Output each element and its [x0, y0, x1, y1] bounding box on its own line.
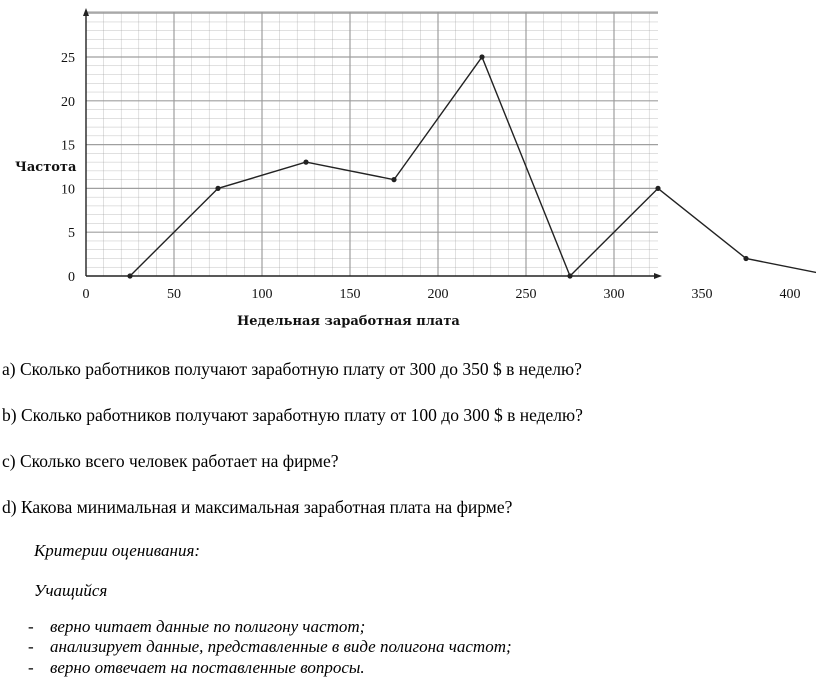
- x-axis-label: Недельная заработная плата: [237, 314, 460, 329]
- criteria-item-text: анализирует данные, представленные в виде полигона частот;: [50, 637, 512, 656]
- x-tick-label: 250: [515, 287, 537, 302]
- frequency-polygon-chart: [0, 0, 816, 340]
- x-tick-label: 50: [167, 287, 181, 302]
- y-tick-label: 0: [68, 270, 75, 285]
- chart-series: [127, 54, 816, 278]
- bullet-dash: -: [28, 637, 34, 656]
- criteria-title: Критерии оценивания:: [34, 541, 201, 560]
- criteria-item-text: верно отвечает на поставленные вопросы.: [50, 658, 365, 677]
- x-tick-label: 200: [427, 287, 449, 302]
- x-tick-label: 100: [251, 287, 273, 302]
- criteria-item: [28, 637, 512, 657]
- question-d: d) Какова минимальная и максимальная заработная плата на фирме?: [2, 497, 513, 517]
- y-tick-label: 5: [68, 226, 75, 242]
- data-point: [127, 273, 132, 278]
- data-point: [303, 160, 308, 165]
- data-point: [743, 256, 748, 261]
- criteria-item: [28, 658, 365, 678]
- chart-grid: [86, 12, 658, 276]
- y-tick-label: 20: [61, 94, 75, 110]
- data-point: [479, 54, 484, 59]
- x-tick-label: 400: [779, 287, 801, 302]
- data-point: [655, 186, 660, 191]
- x-tick-label: 350: [691, 287, 713, 302]
- criteria-item-text: верно читает данные по полигону частот;: [50, 617, 366, 636]
- x-axis-arrow: [654, 273, 662, 279]
- bullet-dash: -: [28, 658, 34, 677]
- question-b: b) Сколько работников получают заработную плату от 100 до 300 $ в неделю?: [2, 405, 583, 425]
- data-point: [215, 186, 220, 191]
- criteria-item: [28, 617, 365, 637]
- question-a: a) Сколько работников получают заработную плату от 300 до 350 $ в неделю?: [2, 359, 582, 379]
- x-tick-label: 300: [603, 287, 625, 302]
- y-tick-label: 25: [61, 51, 75, 66]
- x-tick-label: 0: [82, 287, 90, 302]
- y-tick-label: 10: [61, 182, 75, 198]
- bullet-dash: -: [28, 617, 34, 636]
- x-tick-label: 150: [339, 287, 361, 302]
- data-point: [391, 177, 396, 182]
- data-point: [567, 273, 572, 278]
- y-axis-label: Частота: [15, 160, 77, 175]
- criteria-subject: Учащийся: [34, 581, 108, 600]
- chart-axes: [83, 8, 662, 279]
- y-tick-label: 15: [61, 138, 75, 154]
- question-c: c) Сколько всего человек работает на фирме?: [2, 451, 339, 471]
